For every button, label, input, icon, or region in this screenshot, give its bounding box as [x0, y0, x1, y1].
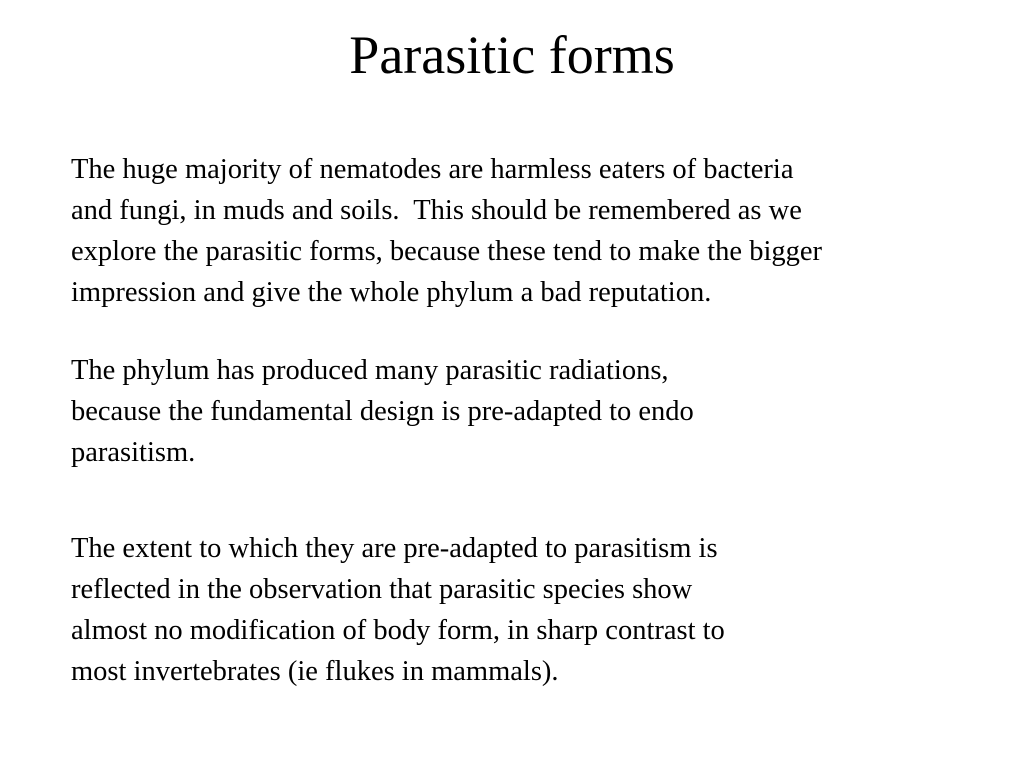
- paragraph-line: The huge majority of nematodes are harmless eaters of bacteria: [71, 154, 794, 185]
- paragraph-line: parasitism.: [71, 437, 196, 468]
- paragraph-line: impression and give the whole phylum a bad reputation.: [71, 277, 712, 308]
- paragraph-1: [71, 149, 822, 313]
- paragraph-line: explore the parasitic forms, because these tend to make the bigger: [71, 236, 823, 267]
- paragraph-line: most invertebrates (ie flukes in mammals).: [71, 656, 559, 687]
- slide-title: Parasitic forms: [349, 25, 675, 85]
- paragraph-3: [71, 528, 725, 692]
- paragraph-line: reflected in the observation that parasitic species show: [71, 574, 693, 605]
- paragraph-line: and fungi, in muds and soils. This should be remembered as we: [71, 195, 802, 226]
- paragraph-line: because the fundamental design is pre-adapted to endo: [71, 396, 694, 427]
- paragraph-line: The phylum has produced many parasitic radiations,: [71, 355, 669, 386]
- paragraph-2: [71, 350, 694, 473]
- paragraph-line: almost no modification of body form, in sharp contrast to: [71, 615, 725, 646]
- paragraph-line: The extent to which they are pre-adapted to parasitism is: [71, 533, 718, 564]
